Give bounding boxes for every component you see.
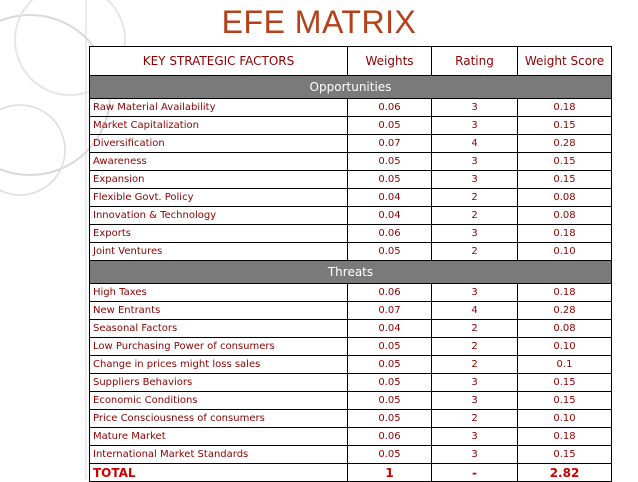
table-row	[90, 225, 612, 243]
table-row	[90, 135, 612, 153]
rating-cell: 2	[432, 243, 518, 261]
score-cell: 0.1	[518, 356, 612, 374]
deco-circle-small	[0, 105, 65, 195]
weight-cell: 0.05	[348, 171, 432, 189]
factor-cell: Flexible Govt. Policy	[90, 189, 348, 207]
total-label: TOTAL	[90, 464, 348, 482]
weight-cell: 0.04	[348, 189, 432, 207]
weight-cell: 0.07	[348, 302, 432, 320]
header-rating: Rating	[432, 47, 518, 76]
factor-cell: New Entrants	[90, 302, 348, 320]
score-cell: 0.15	[518, 392, 612, 410]
weight-cell: 0.05	[348, 117, 432, 135]
rating-cell: 3	[432, 428, 518, 446]
score-cell: 0.15	[518, 374, 612, 392]
rating-cell: 2	[432, 320, 518, 338]
score-cell: 0.08	[518, 207, 612, 225]
factor-cell: Joint Ventures	[90, 243, 348, 261]
table-row	[90, 338, 612, 356]
rating-cell: 3	[432, 99, 518, 117]
weight-cell: 0.06	[348, 284, 432, 302]
rating-cell: 3	[432, 225, 518, 243]
score-cell: 0.15	[518, 153, 612, 171]
total-score: 2.82	[518, 464, 612, 482]
score-cell: 0.08	[518, 189, 612, 207]
score-cell: 0.18	[518, 428, 612, 446]
rating-cell: 2	[432, 207, 518, 225]
table-row	[90, 99, 612, 117]
factor-cell: Expansion	[90, 171, 348, 189]
factor-cell: Mature Market	[90, 428, 348, 446]
rating-cell: 3	[432, 446, 518, 464]
score-cell: 0.18	[518, 99, 612, 117]
score-cell: 0.10	[518, 243, 612, 261]
weight-cell: 0.05	[348, 374, 432, 392]
matrix-body	[90, 76, 612, 482]
weight-cell: 0.05	[348, 356, 432, 374]
weight-cell: 0.05	[348, 446, 432, 464]
header-weights: Weights	[348, 47, 432, 76]
table-row	[90, 284, 612, 302]
weight-cell: 0.05	[348, 243, 432, 261]
score-cell: 0.10	[518, 338, 612, 356]
rating-cell: 3	[432, 392, 518, 410]
rating-cell: 2	[432, 189, 518, 207]
table-row	[90, 392, 612, 410]
factor-cell: Price Consciousness of consumers	[90, 410, 348, 428]
weight-cell: 0.04	[348, 320, 432, 338]
score-cell: 0.15	[518, 117, 612, 135]
total-weight: 1	[348, 464, 432, 482]
table-row	[90, 189, 612, 207]
weight-cell: 0.06	[348, 225, 432, 243]
table-row	[90, 320, 612, 338]
factor-cell: International Market Standards	[90, 446, 348, 464]
table-row	[90, 171, 612, 189]
factor-cell: Awareness	[90, 153, 348, 171]
section-label: Threats	[90, 261, 612, 284]
table-row	[90, 374, 612, 392]
factor-cell: Seasonal Factors	[90, 320, 348, 338]
table-row	[90, 207, 612, 225]
weight-cell: 0.05	[348, 410, 432, 428]
weight-cell: 0.06	[348, 428, 432, 446]
score-cell: 0.15	[518, 171, 612, 189]
score-cell: 0.08	[518, 320, 612, 338]
table-row	[90, 410, 612, 428]
score-cell: 0.18	[518, 225, 612, 243]
table-row	[90, 243, 612, 261]
section-row	[90, 76, 612, 99]
table-row	[90, 356, 612, 374]
table-row	[90, 302, 612, 320]
rating-cell: 3	[432, 153, 518, 171]
rating-cell: 4	[432, 135, 518, 153]
weight-cell: 0.05	[348, 338, 432, 356]
factor-cell: Innovation & Technology	[90, 207, 348, 225]
score-cell: 0.15	[518, 446, 612, 464]
factor-cell: Change in prices might loss sales	[90, 356, 348, 374]
section-label: Opportunities	[90, 76, 612, 99]
weight-cell: 0.06	[348, 99, 432, 117]
score-cell: 0.28	[518, 302, 612, 320]
rating-cell: 2	[432, 410, 518, 428]
weight-cell: 0.05	[348, 153, 432, 171]
score-cell: 0.28	[518, 135, 612, 153]
page-title: EFE MATRIX	[221, 4, 417, 40]
header-weight-score: Weight Score	[518, 47, 612, 76]
table-row	[90, 428, 612, 446]
header-key-strategic-factors: KEY STRATEGIC FACTORS	[90, 47, 348, 76]
weight-cell: 0.04	[348, 207, 432, 225]
rating-cell: 3	[432, 171, 518, 189]
rating-cell: 3	[432, 117, 518, 135]
factor-cell: Raw Material Availability	[90, 99, 348, 117]
table-row	[90, 117, 612, 135]
rating-cell: 2	[432, 338, 518, 356]
score-cell: 0.10	[518, 410, 612, 428]
efe-matrix-table	[89, 46, 612, 482]
header-row	[90, 47, 612, 76]
score-cell: 0.18	[518, 284, 612, 302]
factor-cell: High Taxes	[90, 284, 348, 302]
weight-cell: 0.07	[348, 135, 432, 153]
rating-cell: 4	[432, 302, 518, 320]
section-row	[90, 261, 612, 284]
factor-cell: Economic Conditions	[90, 392, 348, 410]
table-row	[90, 153, 612, 171]
rating-cell: 2	[432, 356, 518, 374]
rating-cell: 3	[432, 374, 518, 392]
factor-cell: Low Purchasing Power of consumers	[90, 338, 348, 356]
factor-cell: Suppliers Behaviors	[90, 374, 348, 392]
total-rating: -	[432, 464, 518, 482]
factor-cell: Market Capitalization	[90, 117, 348, 135]
weight-cell: 0.05	[348, 392, 432, 410]
factor-cell: Diversification	[90, 135, 348, 153]
table-row	[90, 446, 612, 464]
factor-cell: Exports	[90, 225, 348, 243]
rating-cell: 3	[432, 284, 518, 302]
